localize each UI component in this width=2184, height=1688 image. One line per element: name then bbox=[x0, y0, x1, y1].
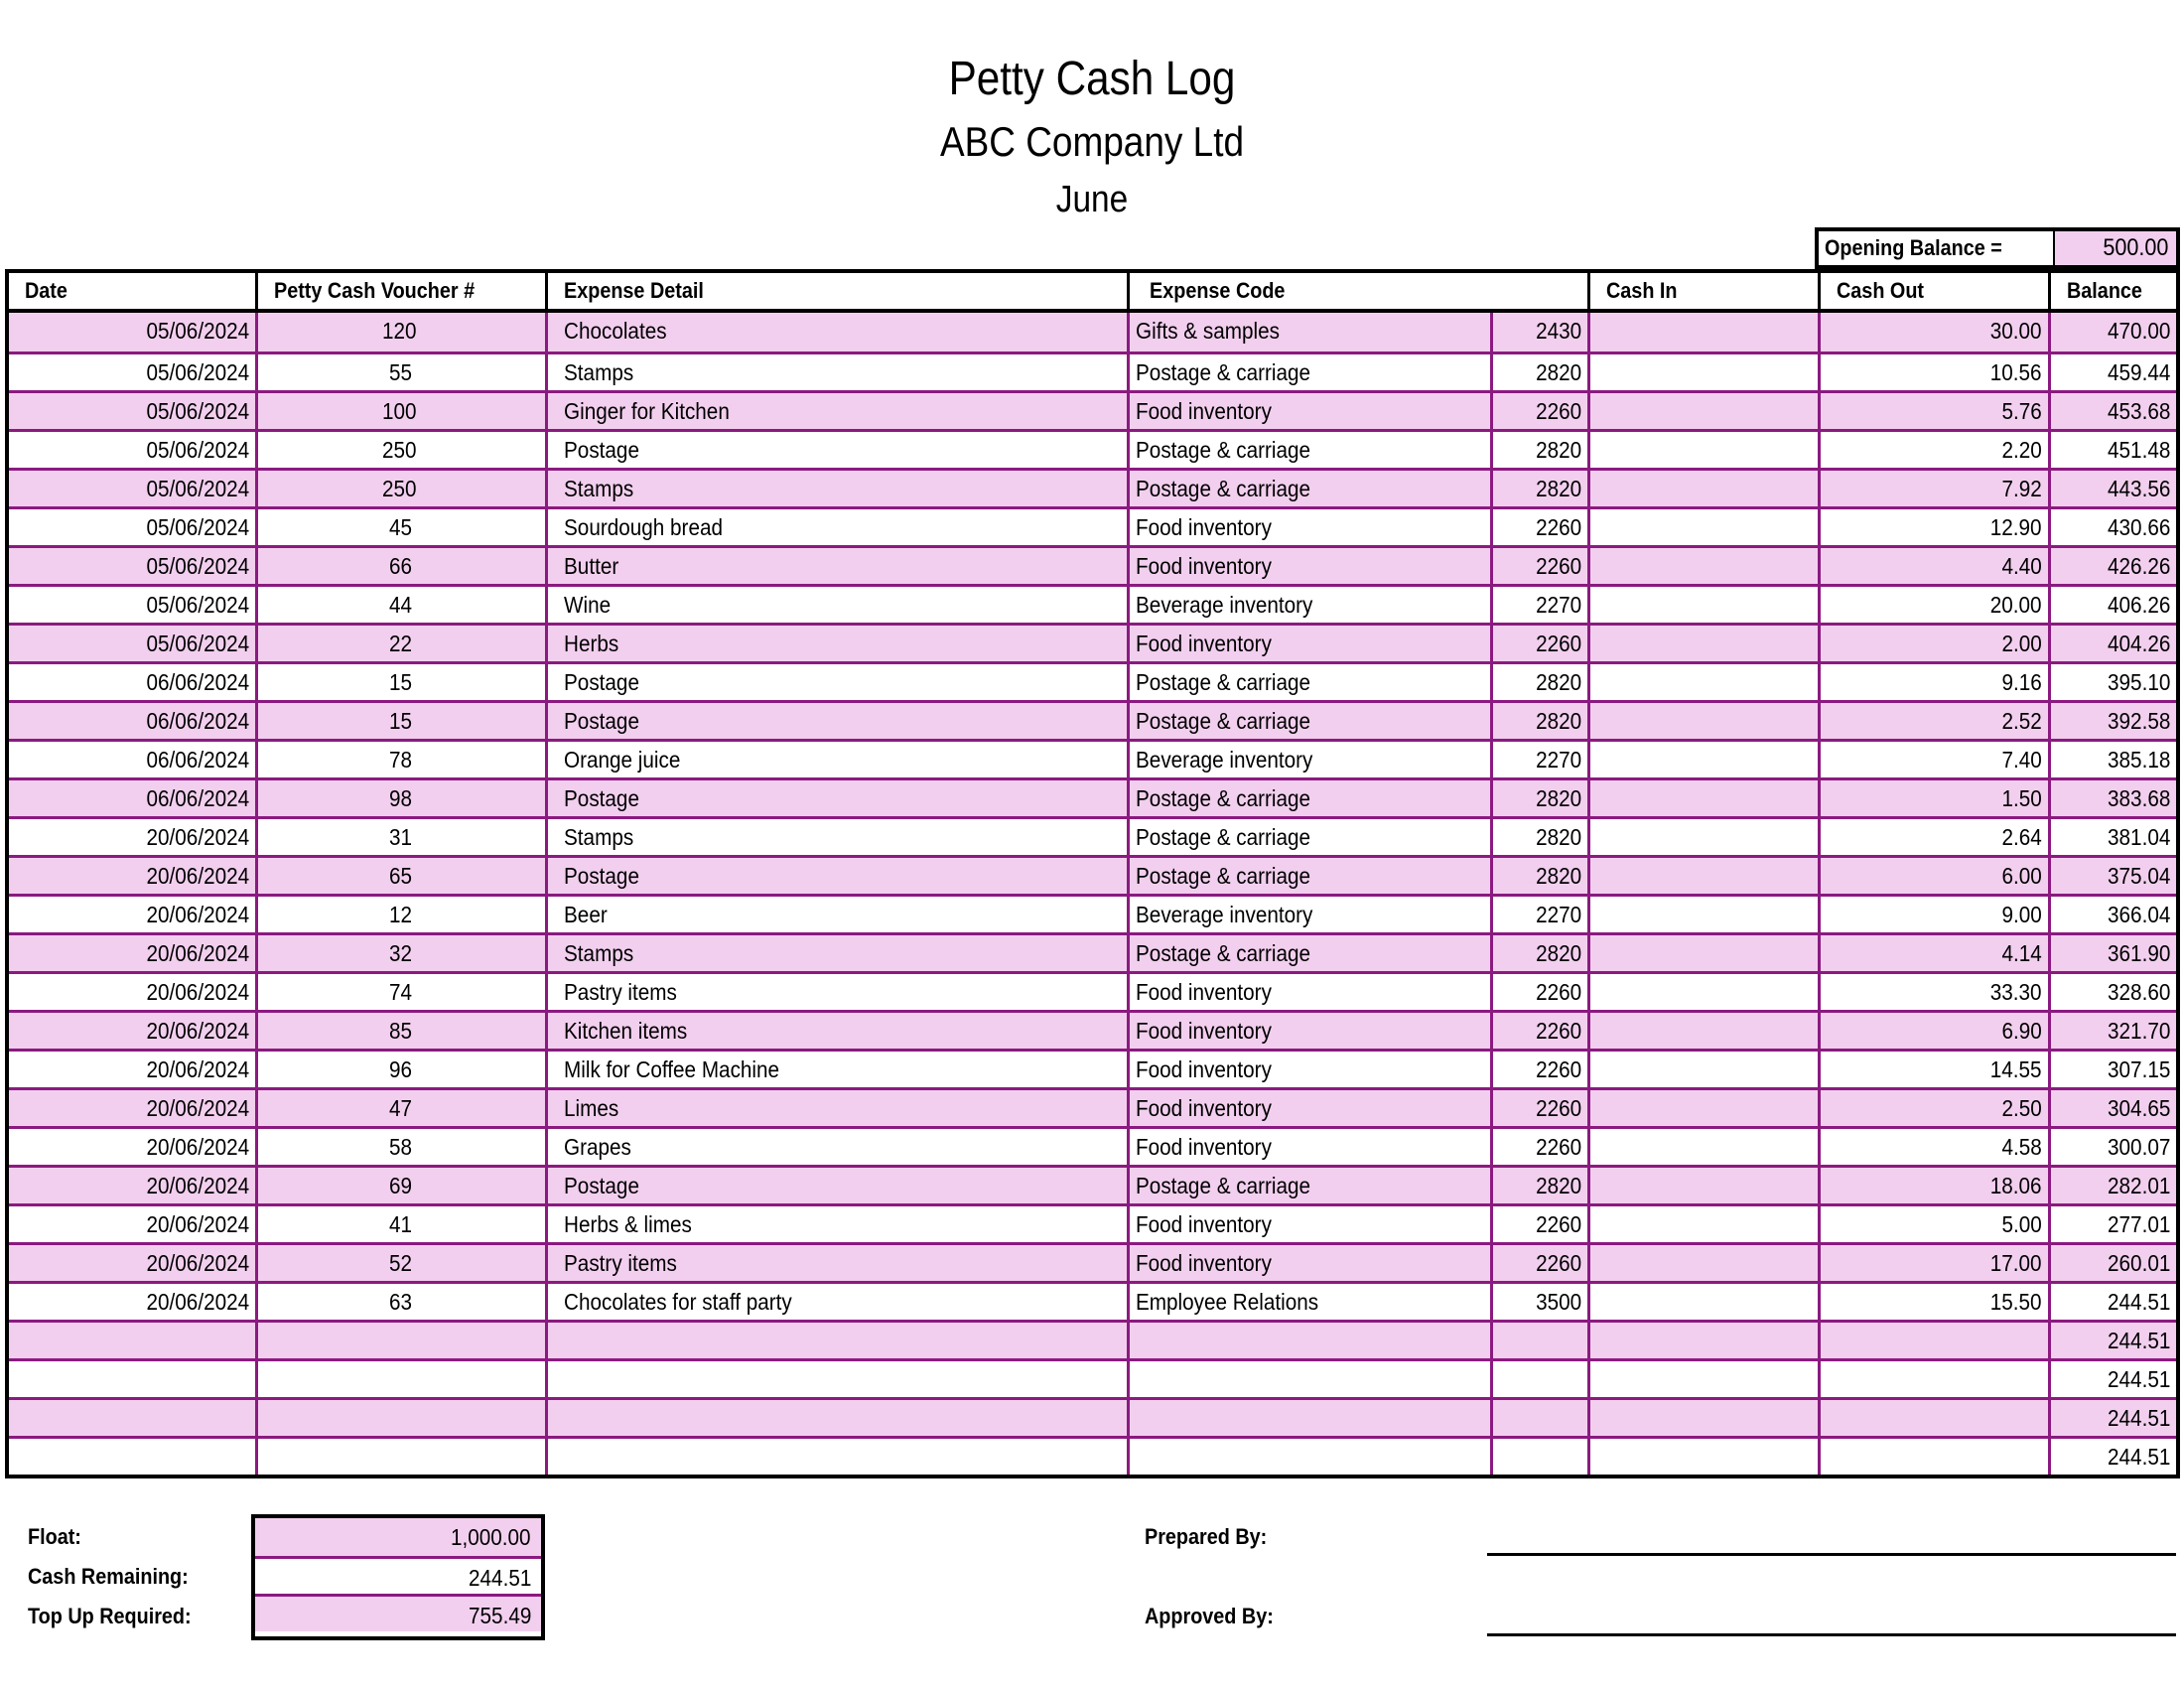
category-cell[interactable]: Food inventory bbox=[1127, 1206, 1490, 1242]
detail-cell[interactable]: Stamps bbox=[545, 935, 1127, 971]
detail-cell[interactable]: Postage bbox=[545, 1168, 1127, 1203]
table-header-row bbox=[9, 273, 2176, 313]
table-row bbox=[9, 1165, 2176, 1203]
table-row bbox=[9, 777, 2176, 816]
code-cell[interactable] bbox=[1490, 1439, 1587, 1475]
detail-cell[interactable]: Herbs & limes bbox=[545, 1206, 1127, 1242]
table-row bbox=[9, 352, 2176, 390]
detail-cell[interactable]: Beer bbox=[545, 897, 1127, 932]
cash-out-cell[interactable]: 6.90 bbox=[1818, 1013, 2048, 1049]
voucher-cell[interactable]: 32 bbox=[255, 935, 545, 971]
date-cell[interactable] bbox=[9, 1361, 255, 1397]
code-cell[interactable]: 2820 bbox=[1490, 935, 1587, 971]
table-body bbox=[9, 313, 2176, 1475]
cash-out-cell[interactable]: 4.40 bbox=[1818, 548, 2048, 584]
cash-out-cell[interactable]: 7.40 bbox=[1818, 742, 2048, 777]
cash-in-cell[interactable] bbox=[1587, 548, 1818, 584]
month-label: June bbox=[1055, 179, 1129, 220]
date-cell[interactable]: 20/06/2024 bbox=[146, 1018, 249, 1044]
cash-in-cell[interactable] bbox=[1587, 432, 1818, 468]
category-cell[interactable]: Postage & carriage bbox=[1127, 780, 1490, 816]
detail-cell[interactable]: Pastry items bbox=[545, 974, 1127, 1010]
cash-in-cell[interactable] bbox=[1587, 587, 1818, 623]
balance-cell[interactable]: 307.15 bbox=[2048, 1052, 2176, 1087]
category-cell[interactable]: Gifts & samples bbox=[1127, 313, 1490, 352]
table-row bbox=[9, 894, 2176, 932]
voucher-cell[interactable]: 250 bbox=[255, 471, 545, 506]
cash-out-cell[interactable]: 10.56 bbox=[1818, 354, 2048, 390]
cash-in-cell[interactable] bbox=[1587, 1168, 1818, 1203]
code-cell[interactable]: 2820 bbox=[1490, 354, 1587, 390]
table-row bbox=[9, 932, 2176, 971]
category-cell[interactable] bbox=[1127, 1323, 1490, 1358]
date-cell[interactable]: 20/06/2024 bbox=[146, 1289, 249, 1315]
balance-cell[interactable]: 430.66 bbox=[2048, 509, 2176, 545]
cash-in-cell[interactable] bbox=[1587, 1245, 1818, 1281]
category-cell[interactable]: Postage & carriage bbox=[1127, 858, 1490, 894]
cash-in-cell[interactable] bbox=[1587, 1284, 1818, 1320]
cash-in-cell[interactable] bbox=[1587, 780, 1818, 816]
balance-cell[interactable]: 282.01 bbox=[2048, 1168, 2176, 1203]
category-cell[interactable] bbox=[1127, 1400, 1490, 1436]
detail-cell[interactable]: Chocolates for staff party bbox=[545, 1284, 1127, 1320]
cash-in-cell[interactable] bbox=[1587, 1013, 1818, 1049]
date-cell[interactable]: 20/06/2024 bbox=[146, 1134, 249, 1160]
table-row bbox=[9, 1049, 2176, 1087]
code-cell[interactable]: 2820 bbox=[1490, 664, 1587, 700]
date-cell[interactable]: 20/06/2024 bbox=[146, 902, 249, 927]
cash-out-cell[interactable]: 5.00 bbox=[1818, 1206, 2048, 1242]
column-header-cash-in: Cash In bbox=[1587, 273, 1818, 309]
voucher-cell[interactable]: 52 bbox=[255, 1245, 545, 1281]
date-cell[interactable]: 05/06/2024 bbox=[146, 398, 249, 424]
balance-cell[interactable]: 404.26 bbox=[2048, 626, 2176, 661]
date-cell[interactable]: 05/06/2024 bbox=[146, 553, 249, 579]
category-cell[interactable]: Food inventory bbox=[1127, 509, 1490, 545]
detail-cell[interactable]: Herbs bbox=[545, 626, 1127, 661]
table-row bbox=[9, 1203, 2176, 1242]
petty-cash-table bbox=[5, 269, 2180, 1478]
cash-in-cell[interactable] bbox=[1587, 897, 1818, 932]
voucher-cell[interactable]: 100 bbox=[255, 393, 545, 429]
balance-cell[interactable]: 381.04 bbox=[2048, 819, 2176, 855]
category-cell[interactable]: Food inventory bbox=[1127, 1090, 1490, 1126]
cash-in-cell[interactable] bbox=[1587, 313, 1818, 352]
date-cell[interactable]: 20/06/2024 bbox=[146, 863, 249, 889]
date-cell[interactable]: 06/06/2024 bbox=[146, 708, 249, 734]
detail-cell[interactable]: Chocolates bbox=[545, 313, 1127, 352]
cash-out-cell[interactable]: 20.00 bbox=[1818, 587, 2048, 623]
cash-in-cell[interactable] bbox=[1587, 1052, 1818, 1087]
voucher-cell[interactable]: 66 bbox=[255, 548, 545, 584]
category-cell[interactable]: Food inventory bbox=[1127, 1245, 1490, 1281]
date-cell[interactable] bbox=[9, 1439, 255, 1475]
date-cell[interactable]: 20/06/2024 bbox=[146, 1056, 249, 1082]
code-cell[interactable] bbox=[1490, 1361, 1587, 1397]
balance-cell[interactable]: 366.04 bbox=[2048, 897, 2176, 932]
approved-by-label: Approved By: bbox=[1145, 1604, 1274, 1628]
detail-cell[interactable]: Postage bbox=[545, 858, 1127, 894]
detail-cell[interactable]: Butter bbox=[545, 548, 1127, 584]
column-header-cash-out: Cash Out bbox=[1818, 273, 2048, 309]
code-cell[interactable]: 2270 bbox=[1490, 742, 1587, 777]
cash-in-cell[interactable] bbox=[1587, 393, 1818, 429]
cash-out-cell[interactable]: 2.64 bbox=[1818, 819, 2048, 855]
cash-out-cell[interactable]: 6.00 bbox=[1818, 858, 2048, 894]
voucher-cell[interactable]: 58 bbox=[255, 1129, 545, 1165]
code-cell[interactable]: 2260 bbox=[1490, 548, 1587, 584]
balance-cell[interactable]: 426.26 bbox=[2048, 548, 2176, 584]
balance-cell[interactable]: 304.65 bbox=[2048, 1090, 2176, 1126]
table-row bbox=[9, 855, 2176, 894]
balance-cell[interactable]: 443.56 bbox=[2048, 471, 2176, 506]
cash-out-cell[interactable]: 2.50 bbox=[1818, 1090, 2048, 1126]
company-name: ABC Company Ltd bbox=[939, 118, 1245, 165]
category-cell[interactable]: Food inventory bbox=[1127, 1129, 1490, 1165]
balance-cell[interactable]: 244.51 bbox=[2048, 1323, 2176, 1358]
code-cell[interactable]: 2820 bbox=[1490, 703, 1587, 739]
code-cell[interactable]: 2260 bbox=[1490, 626, 1587, 661]
voucher-cell[interactable]: 22 bbox=[255, 626, 545, 661]
code-cell[interactable]: 2820 bbox=[1490, 432, 1587, 468]
cash-out-cell[interactable]: 4.58 bbox=[1818, 1129, 2048, 1165]
category-cell[interactable] bbox=[1127, 1361, 1490, 1397]
category-cell[interactable]: Beverage inventory bbox=[1127, 742, 1490, 777]
cash-out-cell[interactable]: 12.90 bbox=[1818, 509, 2048, 545]
detail-cell[interactable]: Postage bbox=[545, 703, 1127, 739]
code-cell[interactable]: 2260 bbox=[1490, 509, 1587, 545]
detail-cell[interactable]: Sourdough bread bbox=[545, 509, 1127, 545]
table-row bbox=[9, 1087, 2176, 1126]
voucher-cell[interactable]: 15 bbox=[255, 664, 545, 700]
cash-in-cell[interactable] bbox=[1587, 703, 1818, 739]
table-row bbox=[9, 390, 2176, 429]
cash-out-cell[interactable]: 15.50 bbox=[1818, 1284, 2048, 1320]
table-row bbox=[9, 1242, 2176, 1281]
category-cell[interactable]: Postage & carriage bbox=[1127, 819, 1490, 855]
detail-cell[interactable]: Postage bbox=[545, 780, 1127, 816]
category-cell[interactable]: Food inventory bbox=[1127, 393, 1490, 429]
category-cell[interactable]: Food inventory bbox=[1127, 548, 1490, 584]
code-cell[interactable]: 2260 bbox=[1490, 1129, 1587, 1165]
date-cell[interactable]: 05/06/2024 bbox=[146, 318, 249, 344]
date-cell[interactable]: 20/06/2024 bbox=[146, 824, 249, 850]
voucher-cell[interactable]: 65 bbox=[255, 858, 545, 894]
cash-in-cell[interactable] bbox=[1587, 819, 1818, 855]
top-up-value[interactable]: 755.49 bbox=[255, 1594, 541, 1631]
balance-cell[interactable]: 392.58 bbox=[2048, 703, 2176, 739]
cash-out-cell[interactable] bbox=[1818, 1361, 2048, 1397]
date-cell[interactable]: 05/06/2024 bbox=[146, 592, 249, 618]
category-cell[interactable]: Postage & carriage bbox=[1127, 432, 1490, 468]
date-cell[interactable]: 06/06/2024 bbox=[146, 669, 249, 695]
opening-balance-value[interactable]: 500.00 bbox=[2055, 231, 2176, 265]
detail-cell[interactable]: Stamps bbox=[545, 471, 1127, 506]
code-cell[interactable]: 3500 bbox=[1490, 1284, 1587, 1320]
category-cell[interactable]: Postage & carriage bbox=[1127, 703, 1490, 739]
table-row bbox=[9, 816, 2176, 855]
voucher-cell[interactable]: 41 bbox=[255, 1206, 545, 1242]
date-cell[interactable]: 20/06/2024 bbox=[146, 1250, 249, 1276]
detail-cell[interactable]: Limes bbox=[545, 1090, 1127, 1126]
voucher-cell[interactable]: 63 bbox=[255, 1284, 545, 1320]
balance-cell[interactable]: 260.01 bbox=[2048, 1245, 2176, 1281]
page-title: Petty Cash Log bbox=[948, 53, 1236, 105]
table-row bbox=[9, 468, 2176, 506]
cash-in-cell[interactable] bbox=[1587, 1090, 1818, 1126]
code-cell[interactable]: 2260 bbox=[1490, 1052, 1587, 1087]
category-cell[interactable]: Postage & carriage bbox=[1127, 935, 1490, 971]
cash-in-cell[interactable] bbox=[1587, 1439, 1818, 1475]
voucher-cell[interactable]: 69 bbox=[255, 1168, 545, 1203]
table-row bbox=[9, 971, 2176, 1010]
voucher-cell[interactable]: 47 bbox=[255, 1090, 545, 1126]
detail-cell[interactable]: Pastry items bbox=[545, 1245, 1127, 1281]
detail-cell[interactable]: Postage bbox=[545, 664, 1127, 700]
cash-in-cell[interactable] bbox=[1587, 509, 1818, 545]
category-cell[interactable]: Food inventory bbox=[1127, 1052, 1490, 1087]
voucher-cell[interactable]: 74 bbox=[255, 974, 545, 1010]
table-row bbox=[9, 584, 2176, 623]
detail-cell[interactable]: Stamps bbox=[545, 354, 1127, 390]
table-row bbox=[9, 1126, 2176, 1165]
voucher-cell[interactable] bbox=[255, 1400, 545, 1436]
cash-remaining-label: Cash Remaining: bbox=[28, 1564, 189, 1589]
code-cell[interactable]: 2260 bbox=[1490, 1013, 1587, 1049]
cash-out-cell[interactable]: 30.00 bbox=[1818, 313, 2048, 352]
table-row bbox=[9, 1010, 2176, 1049]
cash-in-cell[interactable] bbox=[1587, 935, 1818, 971]
voucher-cell[interactable] bbox=[255, 1439, 545, 1475]
cash-in-cell[interactable] bbox=[1587, 471, 1818, 506]
balance-cell[interactable]: 453.68 bbox=[2048, 393, 2176, 429]
balance-cell[interactable]: 244.51 bbox=[2048, 1361, 2176, 1397]
balance-cell[interactable]: 277.01 bbox=[2048, 1206, 2176, 1242]
summary-box bbox=[251, 1514, 545, 1640]
cash-in-cell[interactable] bbox=[1587, 742, 1818, 777]
voucher-cell[interactable]: 12 bbox=[255, 897, 545, 932]
date-cell[interactable]: 05/06/2024 bbox=[146, 476, 249, 501]
date-cell[interactable]: 20/06/2024 bbox=[146, 979, 249, 1005]
detail-cell[interactable]: Stamps bbox=[545, 819, 1127, 855]
table-row bbox=[9, 1436, 2176, 1475]
top-up-label: Top Up Required: bbox=[28, 1604, 192, 1628]
code-cell[interactable]: 2270 bbox=[1490, 587, 1587, 623]
opening-balance-box bbox=[1815, 227, 2180, 269]
detail-cell[interactable] bbox=[545, 1323, 1127, 1358]
detail-cell[interactable]: Wine bbox=[545, 587, 1127, 623]
category-cell[interactable]: Food inventory bbox=[1127, 974, 1490, 1010]
category-cell[interactable]: Beverage inventory bbox=[1127, 897, 1490, 932]
summary-labels bbox=[28, 1517, 209, 1636]
date-cell[interactable]: 05/06/2024 bbox=[146, 631, 249, 656]
table-row bbox=[9, 1281, 2176, 1320]
detail-cell[interactable]: Grapes bbox=[545, 1129, 1127, 1165]
cash-in-cell[interactable] bbox=[1587, 664, 1818, 700]
float-value[interactable]: 1,000.00 bbox=[255, 1518, 541, 1556]
voucher-cell[interactable]: 96 bbox=[255, 1052, 545, 1087]
cash-in-cell[interactable] bbox=[1587, 1323, 1818, 1358]
cash-out-cell[interactable]: 7.92 bbox=[1818, 471, 2048, 506]
prepared-by-signature-line[interactable] bbox=[1487, 1553, 2176, 1556]
column-header-code: Expense Code bbox=[1127, 273, 1587, 309]
code-cell[interactable]: 2260 bbox=[1490, 1245, 1587, 1281]
cash-in-cell[interactable] bbox=[1587, 974, 1818, 1010]
cash-out-cell[interactable] bbox=[1818, 1439, 2048, 1475]
approved-by-signature-line[interactable] bbox=[1487, 1633, 2176, 1636]
cash-out-cell[interactable]: 14.55 bbox=[1818, 1052, 2048, 1087]
voucher-cell[interactable]: 120 bbox=[255, 313, 545, 352]
date-cell[interactable]: 20/06/2024 bbox=[146, 1173, 249, 1198]
cash-out-cell[interactable]: 2.20 bbox=[1818, 432, 2048, 468]
category-cell[interactable]: Postage & carriage bbox=[1127, 471, 1490, 506]
table-row bbox=[9, 623, 2176, 661]
balance-cell[interactable]: 244.51 bbox=[2048, 1284, 2176, 1320]
cash-in-cell[interactable] bbox=[1587, 1400, 1818, 1436]
cash-in-cell[interactable] bbox=[1587, 354, 1818, 390]
table-row bbox=[9, 506, 2176, 545]
detail-cell[interactable]: Orange juice bbox=[545, 742, 1127, 777]
balance-cell[interactable]: 361.90 bbox=[2048, 935, 2176, 971]
cash-out-cell[interactable]: 33.30 bbox=[1818, 974, 2048, 1010]
cash-out-cell[interactable]: 18.06 bbox=[1818, 1168, 2048, 1203]
balance-cell[interactable]: 300.07 bbox=[2048, 1129, 2176, 1165]
date-cell[interactable]: 05/06/2024 bbox=[146, 359, 249, 385]
date-cell[interactable]: 06/06/2024 bbox=[146, 785, 249, 811]
code-cell[interactable]: 2260 bbox=[1490, 1206, 1587, 1242]
balance-cell[interactable]: 406.26 bbox=[2048, 587, 2176, 623]
category-cell[interactable]: Food inventory bbox=[1127, 1013, 1490, 1049]
balance-cell[interactable]: 383.68 bbox=[2048, 780, 2176, 816]
date-cell[interactable]: 20/06/2024 bbox=[146, 940, 249, 966]
cash-in-cell[interactable] bbox=[1587, 1206, 1818, 1242]
cash-out-cell[interactable]: 5.76 bbox=[1818, 393, 2048, 429]
voucher-cell[interactable] bbox=[255, 1361, 545, 1397]
category-cell[interactable] bbox=[1127, 1439, 1490, 1475]
detail-cell[interactable]: Postage bbox=[545, 432, 1127, 468]
date-cell[interactable]: 20/06/2024 bbox=[146, 1211, 249, 1237]
date-cell[interactable]: 05/06/2024 bbox=[146, 514, 249, 540]
code-cell[interactable]: 2270 bbox=[1490, 897, 1587, 932]
balance-cell[interactable]: 470.00 bbox=[2048, 313, 2176, 352]
code-cell[interactable]: 2260 bbox=[1490, 974, 1587, 1010]
table-row bbox=[9, 700, 2176, 739]
balance-cell[interactable]: 244.51 bbox=[2048, 1439, 2176, 1475]
balance-cell[interactable]: 328.60 bbox=[2048, 974, 2176, 1010]
voucher-cell[interactable]: 15 bbox=[255, 703, 545, 739]
cash-in-cell[interactable] bbox=[1587, 626, 1818, 661]
code-cell[interactable]: 2430 bbox=[1490, 313, 1587, 352]
balance-cell[interactable]: 451.48 bbox=[2048, 432, 2176, 468]
table-row bbox=[9, 1358, 2176, 1397]
table-row bbox=[9, 661, 2176, 700]
code-cell[interactable]: 2820 bbox=[1490, 819, 1587, 855]
column-header-detail: Expense Detail bbox=[545, 273, 1127, 309]
detail-cell[interactable]: Ginger for Kitchen bbox=[545, 393, 1127, 429]
table-row bbox=[9, 1397, 2176, 1436]
float-label: Float: bbox=[28, 1524, 81, 1549]
cash-out-cell[interactable]: 2.00 bbox=[1818, 626, 2048, 661]
column-header-balance: Balance bbox=[2048, 273, 2176, 309]
cash-out-cell[interactable] bbox=[1818, 1400, 2048, 1436]
opening-balance-label: Opening Balance = bbox=[1819, 231, 2055, 265]
voucher-cell[interactable] bbox=[255, 1323, 545, 1358]
category-cell[interactable]: Food inventory bbox=[1127, 626, 1490, 661]
code-cell[interactable] bbox=[1490, 1323, 1587, 1358]
date-cell[interactable] bbox=[9, 1400, 255, 1436]
voucher-cell[interactable]: 250 bbox=[255, 432, 545, 468]
column-header-voucher: Petty Cash Voucher # bbox=[255, 273, 545, 309]
date-cell[interactable]: 05/06/2024 bbox=[146, 437, 249, 463]
detail-cell[interactable] bbox=[545, 1439, 1127, 1475]
code-cell[interactable]: 2260 bbox=[1490, 1090, 1587, 1126]
balance-cell[interactable]: 395.10 bbox=[2048, 664, 2176, 700]
code-cell[interactable]: 2820 bbox=[1490, 858, 1587, 894]
voucher-cell[interactable]: 78 bbox=[255, 742, 545, 777]
detail-cell[interactable]: Milk for Coffee Machine bbox=[545, 1052, 1127, 1087]
table-row bbox=[9, 429, 2176, 468]
voucher-cell[interactable]: 45 bbox=[255, 509, 545, 545]
cash-out-cell[interactable]: 17.00 bbox=[1818, 1245, 2048, 1281]
category-cell[interactable]: Beverage inventory bbox=[1127, 587, 1490, 623]
category-cell[interactable]: Postage & carriage bbox=[1127, 1168, 1490, 1203]
cash-out-cell[interactable]: 2.52 bbox=[1818, 703, 2048, 739]
code-cell[interactable]: 2820 bbox=[1490, 471, 1587, 506]
cash-out-cell[interactable] bbox=[1818, 1323, 2048, 1358]
voucher-cell[interactable]: 55 bbox=[255, 354, 545, 390]
cash-out-cell[interactable]: 9.00 bbox=[1818, 897, 2048, 932]
cash-remaining-value[interactable]: 244.51 bbox=[255, 1556, 541, 1594]
table-row bbox=[9, 545, 2176, 584]
cash-in-cell[interactable] bbox=[1587, 1361, 1818, 1397]
detail-cell[interactable] bbox=[545, 1361, 1127, 1397]
prepared-by-label: Prepared By: bbox=[1145, 1524, 1268, 1549]
cash-out-cell[interactable]: 9.16 bbox=[1818, 664, 2048, 700]
balance-cell[interactable]: 321.70 bbox=[2048, 1013, 2176, 1049]
voucher-cell[interactable]: 44 bbox=[255, 587, 545, 623]
voucher-cell[interactable]: 98 bbox=[255, 780, 545, 816]
table-row bbox=[9, 313, 2176, 352]
code-cell[interactable]: 2260 bbox=[1490, 393, 1587, 429]
table-row bbox=[9, 1320, 2176, 1358]
cash-in-cell[interactable] bbox=[1587, 858, 1818, 894]
category-cell[interactable]: Postage & carriage bbox=[1127, 354, 1490, 390]
category-cell[interactable]: Postage & carriage bbox=[1127, 664, 1490, 700]
date-cell[interactable]: 20/06/2024 bbox=[146, 1095, 249, 1121]
cash-in-cell[interactable] bbox=[1587, 1129, 1818, 1165]
code-cell[interactable] bbox=[1490, 1400, 1587, 1436]
balance-cell[interactable]: 385.18 bbox=[2048, 742, 2176, 777]
date-cell[interactable]: 06/06/2024 bbox=[146, 747, 249, 773]
code-cell[interactable]: 2820 bbox=[1490, 780, 1587, 816]
voucher-cell[interactable]: 31 bbox=[255, 819, 545, 855]
date-cell[interactable] bbox=[9, 1323, 255, 1358]
detail-cell[interactable] bbox=[545, 1400, 1127, 1436]
code-cell[interactable]: 2820 bbox=[1490, 1168, 1587, 1203]
balance-cell[interactable]: 459.44 bbox=[2048, 354, 2176, 390]
detail-cell[interactable]: Kitchen items bbox=[545, 1013, 1127, 1049]
column-header-date: Date bbox=[9, 273, 255, 309]
cash-out-cell[interactable]: 1.50 bbox=[1818, 780, 2048, 816]
table-row bbox=[9, 739, 2176, 777]
category-cell[interactable]: Employee Relations bbox=[1127, 1284, 1490, 1320]
voucher-cell[interactable]: 85 bbox=[255, 1013, 545, 1049]
balance-cell[interactable]: 375.04 bbox=[2048, 858, 2176, 894]
cash-out-cell[interactable]: 4.14 bbox=[1818, 935, 2048, 971]
balance-cell[interactable]: 244.51 bbox=[2048, 1400, 2176, 1436]
